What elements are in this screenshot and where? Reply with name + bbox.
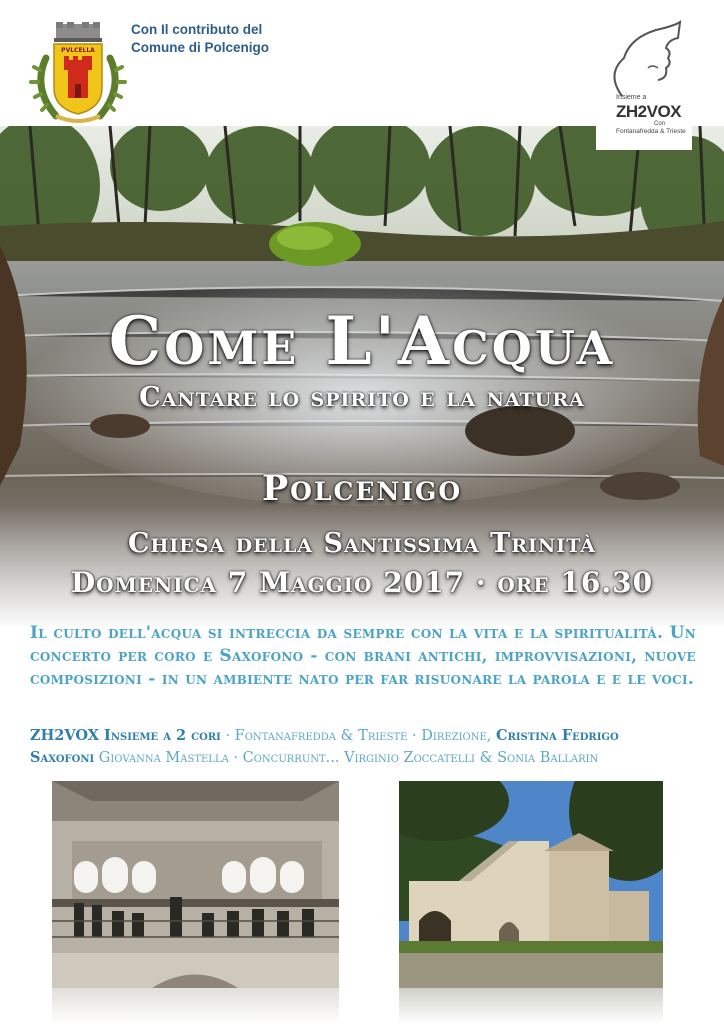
- event-subtitle: Cantare lo spirito e la natura: [139, 382, 585, 413]
- sponsor-line-2: Comune di Polcenigo: [131, 40, 270, 55]
- sponsor-text: [131, 21, 269, 57]
- choir-interior-photo: [52, 781, 339, 988]
- logo-line-2: Con: [654, 121, 666, 127]
- credits-line-2: [30, 747, 710, 769]
- logo-name: ZH2VOX: [616, 102, 682, 121]
- credits: [30, 725, 710, 769]
- logo-line-3: Fontanafredda & Trieste: [616, 128, 686, 135]
- sax-player: Giovanna Mastella: [94, 750, 229, 766]
- credits-line-1: [30, 725, 710, 747]
- event-title: Come L'Acqua: [108, 302, 616, 380]
- event-description: Il culto dell'acqua si intreccia da sempre con la vita e la spiritualità. Un concerto per coro e Saxofono - con brani antichi, improvvisazioni, nuove composizioni - in un ambiente nato per far risuonare la parola e e le voci.: [30, 623, 696, 689]
- direction-label: Direzione,: [421, 728, 497, 744]
- choir-name: ZH2VOX Insieme a 2 cori: [30, 727, 221, 744]
- event-church: Chiesa della Santissima Trinità: [127, 528, 597, 559]
- separator: ·: [228, 750, 243, 766]
- polcenigo-crest-icon: [26, 18, 130, 126]
- sax-label: Saxofoni: [30, 749, 95, 766]
- logo-line-1: Insieme a: [616, 94, 647, 101]
- event-date: Domenica 7 Maggio 2017 · ore 16.30: [70, 566, 654, 599]
- separator: ·: [220, 728, 235, 744]
- svg-text:PVLCELLA: PVLCELLA: [61, 47, 95, 54]
- zh2vox-logo: [596, 18, 692, 150]
- church-exterior-photo: [399, 781, 663, 988]
- group-name: Concurrunt...: [242, 750, 340, 766]
- face-profile-icon: [596, 18, 692, 98]
- separator: ·: [407, 728, 422, 744]
- photo-reflection: [399, 988, 663, 1024]
- event-place: Polcenigo: [261, 468, 463, 509]
- photo-reflection: [52, 988, 339, 1024]
- group-players: Virginio Zoccatelli & Sonia Ballarin: [339, 750, 599, 766]
- choir-places: Fontanafredda & Trieste: [234, 728, 408, 744]
- sponsor-line-1: Con Il contributo del: [131, 22, 263, 37]
- director-name: Cristina Fedrigo: [496, 727, 619, 744]
